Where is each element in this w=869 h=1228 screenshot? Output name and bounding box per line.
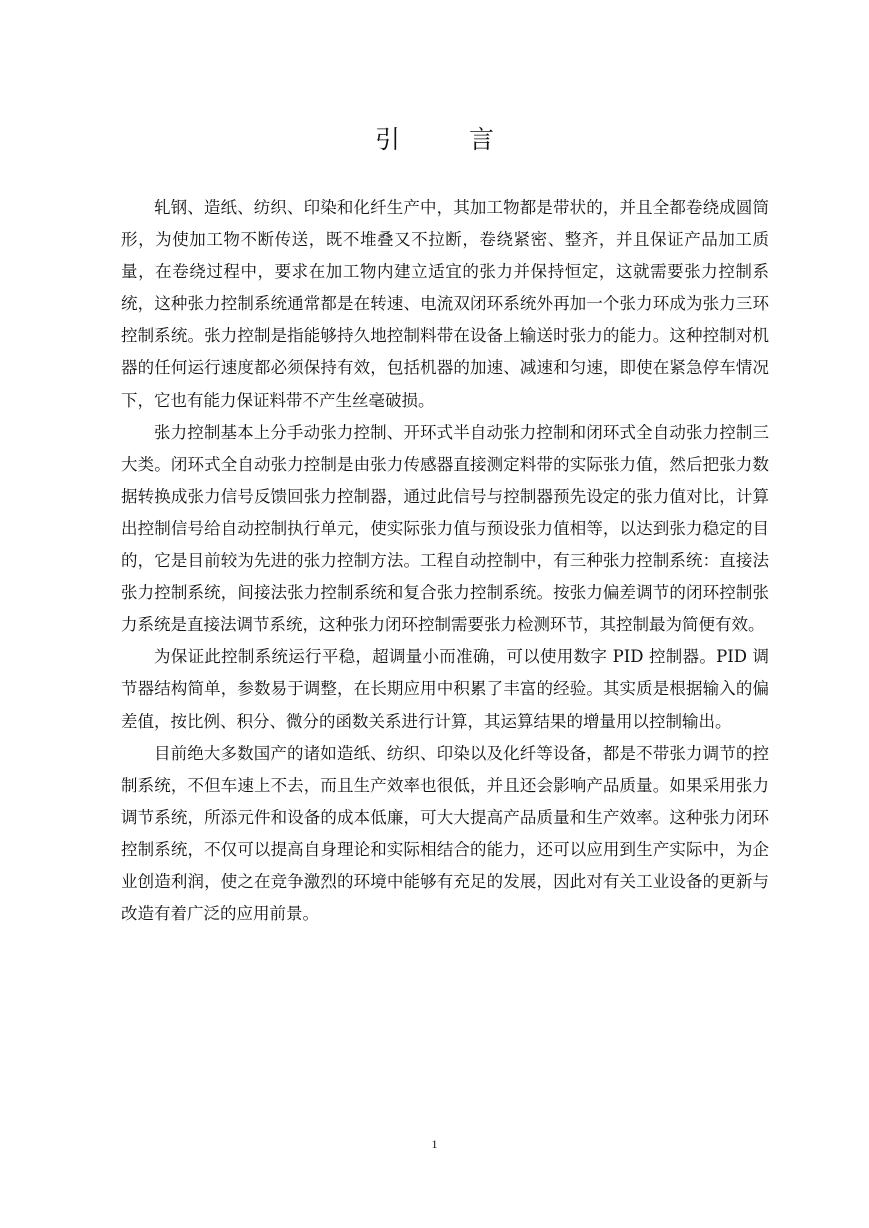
paragraph-application: 目前绝大多数国产的诸如造纸、纺织、印染以及化纤等设备，都是不带张力调节的控制系统，不但车速上不去，而且生产效率也很低，并且还会影响产品质量。如果采用张力调节系统，所添元件和设备的成本低廉，可大大提高产品质量和生产效率。这种张力闭环控制系统，不仅可以提高自身理论和实际相结合的能力，还可以应用到生产实际中，为企业创造利润，使之在竞争激烈的环境中能够有充足的发展，因此对有关工业设备的更新与改造有着广泛的应用前景。 xyxy=(121,743,769,924)
document-body xyxy=(121,192,769,930)
page-title: 引 言 xyxy=(374,125,516,154)
paragraph-tension-types: 张力控制基本上分手动张力控制、开环式半自动张力控制和闭环式全自动张力控制三大类。闭环式全自动张力控制是由张力传感器直接测定料带的实际张力值，然后把张力数据转换成张力信号反馈回张力控制器，通过此信号与控制器预先设定的张力值对比，计算出控制信号给自动控制执行单元，使实际张力值与预设张力值相等，以达到张力稳定的目的，它是目前较为先进的张力控制方法。工程自动控制中，有三种张力控制系统：直接法张力控制系统，间接法张力控制系统和复合张力控制系统。按张力偏差调节的闭环控制张力系统是直接法调节系统，这种张力闭环控制需要张力检测环节，其控制最为简便有效。 xyxy=(121,422,769,635)
paragraph-intro: 轧钢、造纸、纺织、印染和化纤生产中，其加工物都是带状的，并且全都卷绕成圆筒形，为使加工物不断传送，既不堆叠又不拉断，卷绕紧密、整齐，并且保证产品加工质量，在卷绕过程中，要求在加工物内建立适宜的张力并保持恒定，这就需要张力控制系统，这种张力控制系统通常都是在转速、电流双闭环系统外再加一个张力环成为张力三环控制系统。张力控制是指能够持久地控制料带在设备上输送时张力的能力。这种控制对机器的任何运行速度都必须保持有效，包括机器的加速、减速和匀速，即使在紧急停车情况下，它也有能力保证料带不产生丝毫破损。 xyxy=(121,198,769,410)
paragraph-pid: 为保证此控制系统运行平稳，超调量小而准确，可以使用数字 PID 控制器。PID 调节器结构简单，参数易于调整，在长期应用中积累了丰富的经验。其实质是根据输入的偏差值，按比例、积分、微分的函数关系进行计算，其运算结果的增量用以控制输出。 xyxy=(121,647,769,731)
page-number: 1 xyxy=(431,1137,438,1151)
